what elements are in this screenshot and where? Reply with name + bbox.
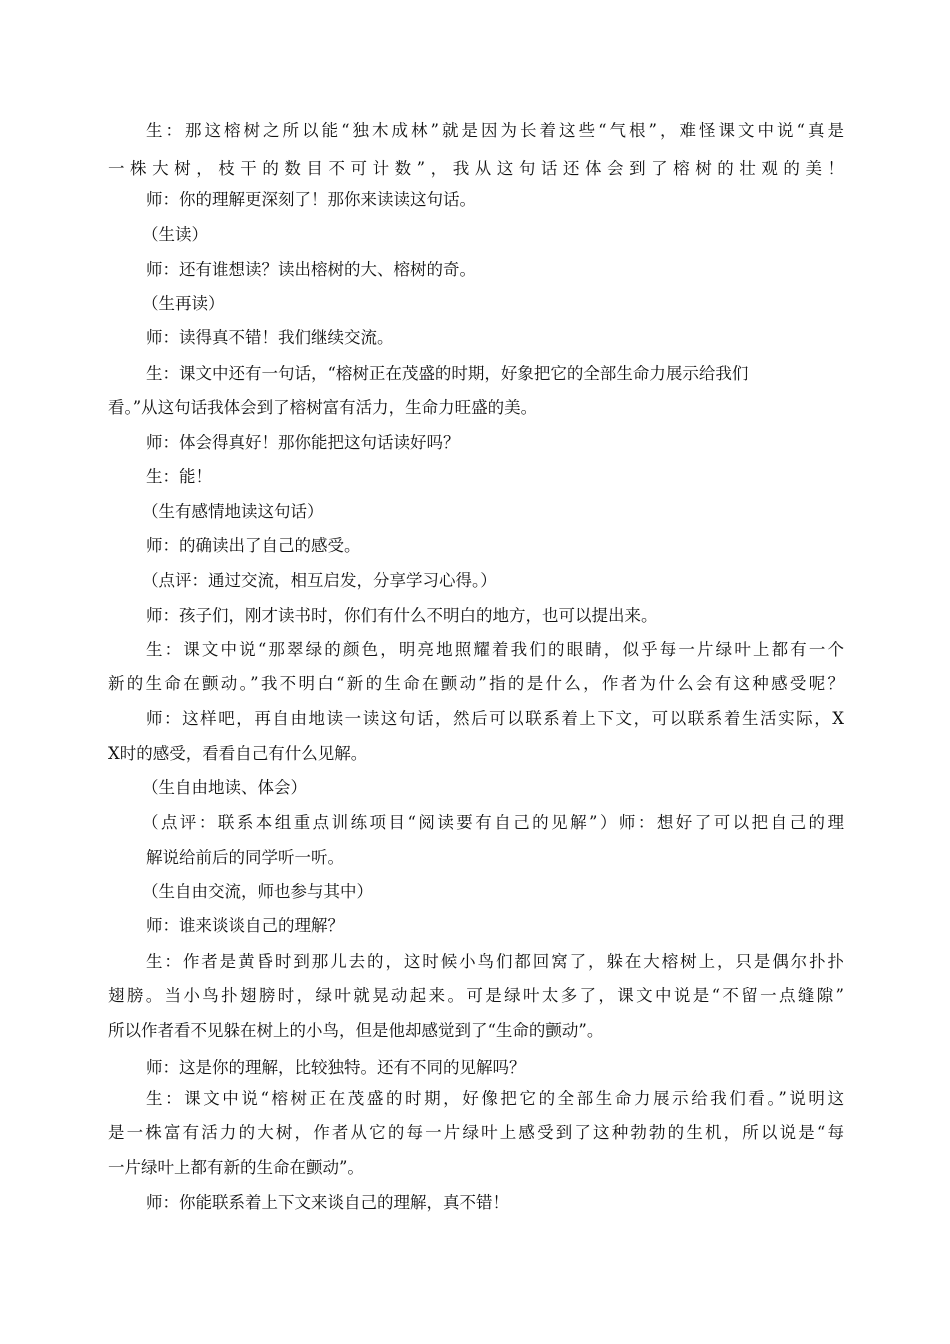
text-line: 师：你的理解更深刻了！那你来读读这句话。 [146, 190, 476, 209]
text-line: 师：你能联系着上下文来谈自己的理解，真不错！ [146, 1193, 509, 1212]
text-line: 生：课文中说“那翠绿的颜色，明亮地照耀着我们的眼睛，似乎每一片绿叶上都有一个 [146, 640, 844, 659]
text-line: 所以作者看不见躲在树上的小鸟，但是他却感觉到了“生命的颤动”。 [108, 1021, 604, 1040]
text-line: （生有感情地读这句话） [142, 502, 324, 521]
text-line: 生：那这榕树之所以能“独木成林”就是因为长着这些“气根”，难怪课文中说“真是 [146, 121, 844, 140]
text-line: 师：体会得真好！那你能把这句话读好吗？ [146, 433, 460, 452]
text-line: 师：这样吧，再自由地读一读这句话，然后可以联系着上下文，可以联系着生活实际，X [146, 709, 844, 728]
text-line: 师：的确读出了自己的感受。 [146, 536, 361, 555]
text-line: 师：孩子们，刚才读书时，你们有什么不明白的地方，也可以提出来。 [146, 606, 658, 625]
text-line: （点评：联系本组重点训练项目“阅读要有自己的见解”）师：想好了可以把自己的理 [142, 813, 844, 832]
text-line: 师：谁来谈谈自己的理解？ [146, 916, 344, 935]
text-line: 一片绿叶上都有新的生命在颤动”。 [108, 1158, 364, 1177]
text-line: （生再读） [142, 294, 225, 313]
text-line: （生自由地读、体会） [142, 778, 307, 797]
text-line: X时的感受，看看自己有什么见解。 [108, 744, 368, 763]
text-line: （生读） [142, 225, 208, 244]
text-line: 师：还有谁想读？读出榕树的大、榕树的奇。 [146, 260, 476, 279]
text-line: （点评：通过交流，相互启发，分享学习心得。） [142, 571, 497, 590]
text-line: 新的生命在颤动。”我不明白“新的生命在颤动”指的是什么，作者为什么会有这种感受呢？ [108, 674, 844, 693]
text-line: 解说给前后的同学听一听。 [146, 848, 344, 867]
text-line: 师：这是你的理解，比较独特。还有不同的见解吗？ [146, 1058, 526, 1077]
text-line: 生：课文中还有一句话，“榕树正在茂盛的时期，好象把它的全部生命力展示给我们 [146, 364, 749, 383]
text-line: 看。”从这句话我体会到了榕树富有活力，生命力旺盛的美。 [108, 398, 538, 417]
text-line: 是一株富有活力的大树，作者从它的每一片绿叶上感受到了这种勃勃的生机，所以说是“每 [108, 1123, 844, 1142]
text-line: 生：作者是黄昏时到那儿去的，这时候小鸟们都回窝了，躲在大榕树上，只是偶尔扑扑 [146, 952, 844, 971]
text-line: （生自由交流，师也参与其中） [142, 882, 373, 901]
text-line: 生：能！ [146, 467, 212, 486]
text-line: 生：课文中说“榕树正在茂盛的时期，好像把它的全部生命力展示给我们看。”说明这 [146, 1089, 844, 1108]
text-line: 一株大树，枝干的数目不可计数”，我从这句话还体会到了榕树的壮观的美！ [108, 159, 844, 178]
text-line: 翅膀。当小鸟扑翅膀时，绿叶就晃动起来。可是绿叶太多了，课文中说是“不留一点缝隙” [108, 986, 844, 1005]
text-line: 师：读得真不错！我们继续交流。 [146, 328, 394, 347]
